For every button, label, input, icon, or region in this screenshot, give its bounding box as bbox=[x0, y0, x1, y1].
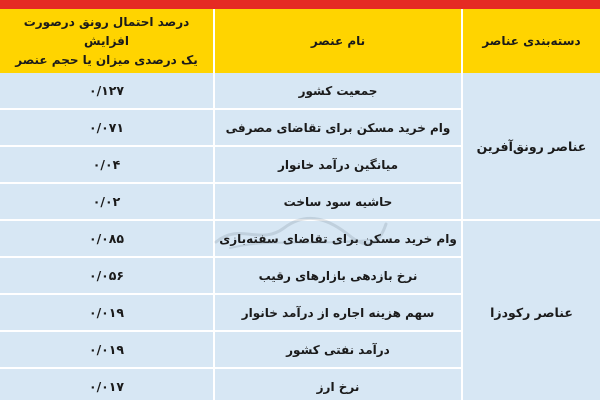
table-row bbox=[0, 220, 600, 257]
header-value-line-1: درصد احتمال رونق درصورت افزایش bbox=[23, 14, 190, 48]
element-name-cell: سهم هزینه اجاره از درآمد خانوار bbox=[214, 294, 462, 331]
element-name-cell: نرخ ارز bbox=[214, 368, 462, 400]
probability-value-cell: ۰/۰۷۱ bbox=[0, 109, 214, 146]
probability-value-cell: ۰/۰۵۶ bbox=[0, 257, 214, 294]
element-name-cell: وام خرید مسکن برای تقاضای مصرفی bbox=[214, 109, 462, 146]
table-header-row bbox=[0, 9, 600, 73]
probability-value-cell: ۰/۰۱۹ bbox=[0, 331, 214, 368]
element-name-cell: درآمد نفتی کشور bbox=[214, 331, 462, 368]
header-value-line-2: یک درصدی میزان یا حجم عنصر bbox=[15, 52, 198, 67]
category-cell-recession: عناصر رکودزا bbox=[462, 220, 600, 400]
probability-value-cell: ۰/۰۱۹ bbox=[0, 294, 214, 331]
top-accent-strip bbox=[0, 0, 600, 9]
probability-value-cell: ۰/۱۲۷ bbox=[0, 73, 214, 109]
element-name-cell: جمعیت کشور bbox=[214, 73, 462, 109]
element-name-cell: حاشیه سود ساخت bbox=[214, 183, 462, 220]
probability-value-cell: ۰/۰۴ bbox=[0, 146, 214, 183]
element-name-cell: نرخ بازدهی بازارهای رقیب bbox=[214, 257, 462, 294]
header-category: دسته‌بندی عناصر bbox=[462, 9, 600, 73]
probability-value-cell: ۰/۰۱۷ bbox=[0, 368, 214, 400]
element-name-cell: وام خرید مسکن برای تقاضای سفته‌بازی bbox=[214, 220, 462, 257]
probability-value-cell: ۰/۰۲ bbox=[0, 183, 214, 220]
category-cell-boom: عناصر رونق‌آفرین bbox=[462, 73, 600, 220]
probability-value-cell: ۰/۰۸۵ bbox=[0, 220, 214, 257]
header-element-name: نام عنصر bbox=[214, 9, 462, 73]
header-boom-probability bbox=[0, 9, 214, 73]
table-row bbox=[0, 73, 600, 109]
elements-table bbox=[0, 9, 600, 400]
element-name-cell: میانگین درآمد خانوار bbox=[214, 146, 462, 183]
